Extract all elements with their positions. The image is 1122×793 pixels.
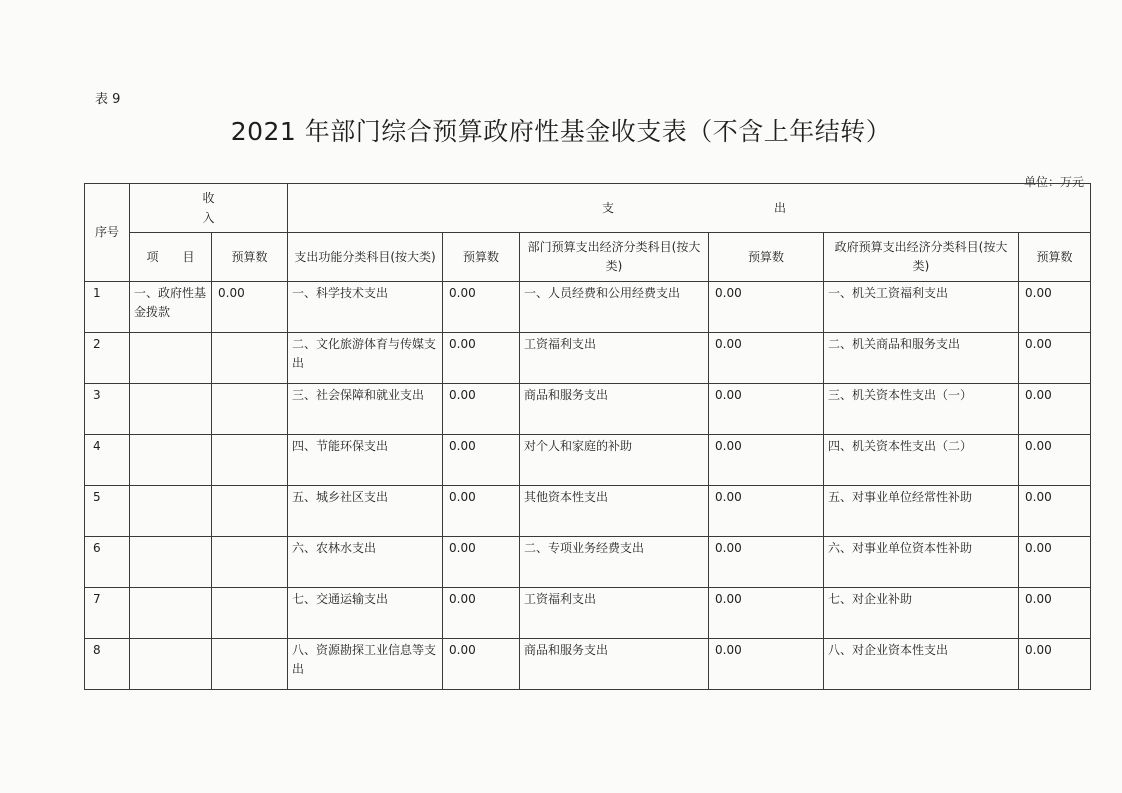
- cell-func-amount: 0.00: [443, 486, 520, 537]
- table-row: [85, 486, 1091, 537]
- header-income-char2: 入: [202, 211, 215, 225]
- cell-dept-item: 工资福利支出: [520, 333, 709, 384]
- cell-dept-amount: 0.00: [709, 282, 824, 333]
- header-func-amount: 预算数: [443, 233, 520, 282]
- cell-income-amount: [212, 384, 288, 435]
- header-dept-econ-class: 部门预算支出经济分类科目(按大类): [520, 233, 709, 282]
- header-gov-econ-class: 政府预算支出经济分类科目(按大类): [824, 233, 1019, 282]
- header-income-amount: 预算数: [212, 233, 288, 282]
- header-income-item: 项 目: [130, 233, 212, 282]
- cell-dept-item: 商品和服务支出: [520, 384, 709, 435]
- cell-income-item: [130, 588, 212, 639]
- header-income-group: [130, 184, 288, 233]
- cell-dept-amount: 0.00: [709, 435, 824, 486]
- cell-income-amount: [212, 639, 288, 690]
- cell-gov-amount: 0.00: [1019, 537, 1091, 588]
- header-expense-group: [288, 184, 1091, 233]
- table-row: [85, 588, 1091, 639]
- cell-func-item: 三、社会保障和就业支出: [288, 384, 443, 435]
- cell-func-item: 四、节能环保支出: [288, 435, 443, 486]
- cell-func-item: 六、农林水支出: [288, 537, 443, 588]
- cell-gov-item: 三、机关资本性支出（一）: [824, 384, 1019, 435]
- table-number: 表 9: [95, 92, 121, 107]
- cell-func-item: 二、文化旅游体育与传媒支出: [288, 333, 443, 384]
- header-seq: 序号: [85, 184, 130, 282]
- cell-gov-item: 七、对企业补助: [824, 588, 1019, 639]
- cell-dept-item: 一、人员经费和公用经费支出: [520, 282, 709, 333]
- cell-seq: 6: [85, 537, 130, 588]
- cell-func-amount: 0.00: [443, 282, 520, 333]
- cell-income-amount: [212, 333, 288, 384]
- cell-dept-item: 商品和服务支出: [520, 639, 709, 690]
- cell-gov-amount: 0.00: [1019, 435, 1091, 486]
- cell-dept-item: 对个人和家庭的补助: [520, 435, 709, 486]
- cell-income-item: [130, 435, 212, 486]
- cell-income-amount: [212, 486, 288, 537]
- cell-income-amount: [212, 588, 288, 639]
- cell-income-item: [130, 333, 212, 384]
- cell-income-amount: 0.00: [212, 282, 288, 333]
- cell-dept-item: 二、专项业务经费支出: [520, 537, 709, 588]
- cell-income-item: [130, 384, 212, 435]
- cell-gov-item: 二、机关商品和服务支出: [824, 333, 1019, 384]
- cell-dept-amount: 0.00: [709, 333, 824, 384]
- cell-func-amount: 0.00: [443, 537, 520, 588]
- cell-func-item: 七、交通运输支出: [288, 588, 443, 639]
- cell-gov-amount: 0.00: [1019, 486, 1091, 537]
- table-row: [85, 384, 1091, 435]
- cell-dept-amount: 0.00: [709, 384, 824, 435]
- header-expense-char1: 支: [602, 200, 615, 215]
- header-gov-amount: 预算数: [1019, 233, 1091, 282]
- cell-func-amount: 0.00: [443, 639, 520, 690]
- cell-gov-item: 六、对事业单位资本性补助: [824, 537, 1019, 588]
- cell-dept-item: 其他资本性支出: [520, 486, 709, 537]
- cell-income-item: [130, 639, 212, 690]
- cell-income-item: [130, 486, 212, 537]
- cell-dept-amount: 0.00: [709, 639, 824, 690]
- cell-dept-item: 工资福利支出: [520, 588, 709, 639]
- cell-gov-amount: 0.00: [1019, 384, 1091, 435]
- cell-seq: 1: [85, 282, 130, 333]
- header-income-char1: 收: [202, 191, 215, 205]
- cell-gov-item: 一、机关工资福利支出: [824, 282, 1019, 333]
- page-title: 2021 年部门综合预算政府性基金收支表（不含上年结转）: [230, 117, 892, 146]
- header-expense-char2: 出: [774, 200, 787, 215]
- unit-label: 单位：万元: [1023, 175, 1084, 189]
- cell-seq: 8: [85, 639, 130, 690]
- cell-gov-amount: 0.00: [1019, 639, 1091, 690]
- cell-gov-item: 五、对事业单位经常性补助: [824, 486, 1019, 537]
- cell-gov-item: 八、对企业资本性支出: [824, 639, 1019, 690]
- cell-income-item: [130, 537, 212, 588]
- header-dept-amount: 预算数: [709, 233, 824, 282]
- cell-gov-amount: 0.00: [1019, 333, 1091, 384]
- table-row: [85, 639, 1091, 690]
- cell-func-amount: 0.00: [443, 333, 520, 384]
- cell-func-item: 八、资源勘探工业信息等支出: [288, 639, 443, 690]
- budget-table: [84, 183, 1091, 690]
- cell-dept-amount: 0.00: [709, 537, 824, 588]
- cell-gov-amount: 0.00: [1019, 588, 1091, 639]
- cell-seq: 5: [85, 486, 130, 537]
- cell-seq: 3: [85, 384, 130, 435]
- cell-income-amount: [212, 435, 288, 486]
- cell-func-amount: 0.00: [443, 384, 520, 435]
- cell-func-item: 五、城乡社区支出: [288, 486, 443, 537]
- cell-income-amount: [212, 537, 288, 588]
- cell-func-item: 一、科学技术支出: [288, 282, 443, 333]
- cell-dept-amount: 0.00: [709, 486, 824, 537]
- cell-income-item: 一、政府性基金拨款: [130, 282, 212, 333]
- cell-gov-amount: 0.00: [1019, 282, 1091, 333]
- cell-seq: 2: [85, 333, 130, 384]
- table-row: [85, 537, 1091, 588]
- table-row: [85, 435, 1091, 486]
- cell-gov-item: 四、机关资本性支出（二）: [824, 435, 1019, 486]
- cell-seq: 4: [85, 435, 130, 486]
- table-row: [85, 333, 1091, 384]
- cell-func-amount: 0.00: [443, 588, 520, 639]
- cell-func-amount: 0.00: [443, 435, 520, 486]
- table-row: [85, 282, 1091, 333]
- header-func-class: 支出功能分类科目(按大类): [288, 233, 443, 282]
- cell-seq: 7: [85, 588, 130, 639]
- cell-dept-amount: 0.00: [709, 588, 824, 639]
